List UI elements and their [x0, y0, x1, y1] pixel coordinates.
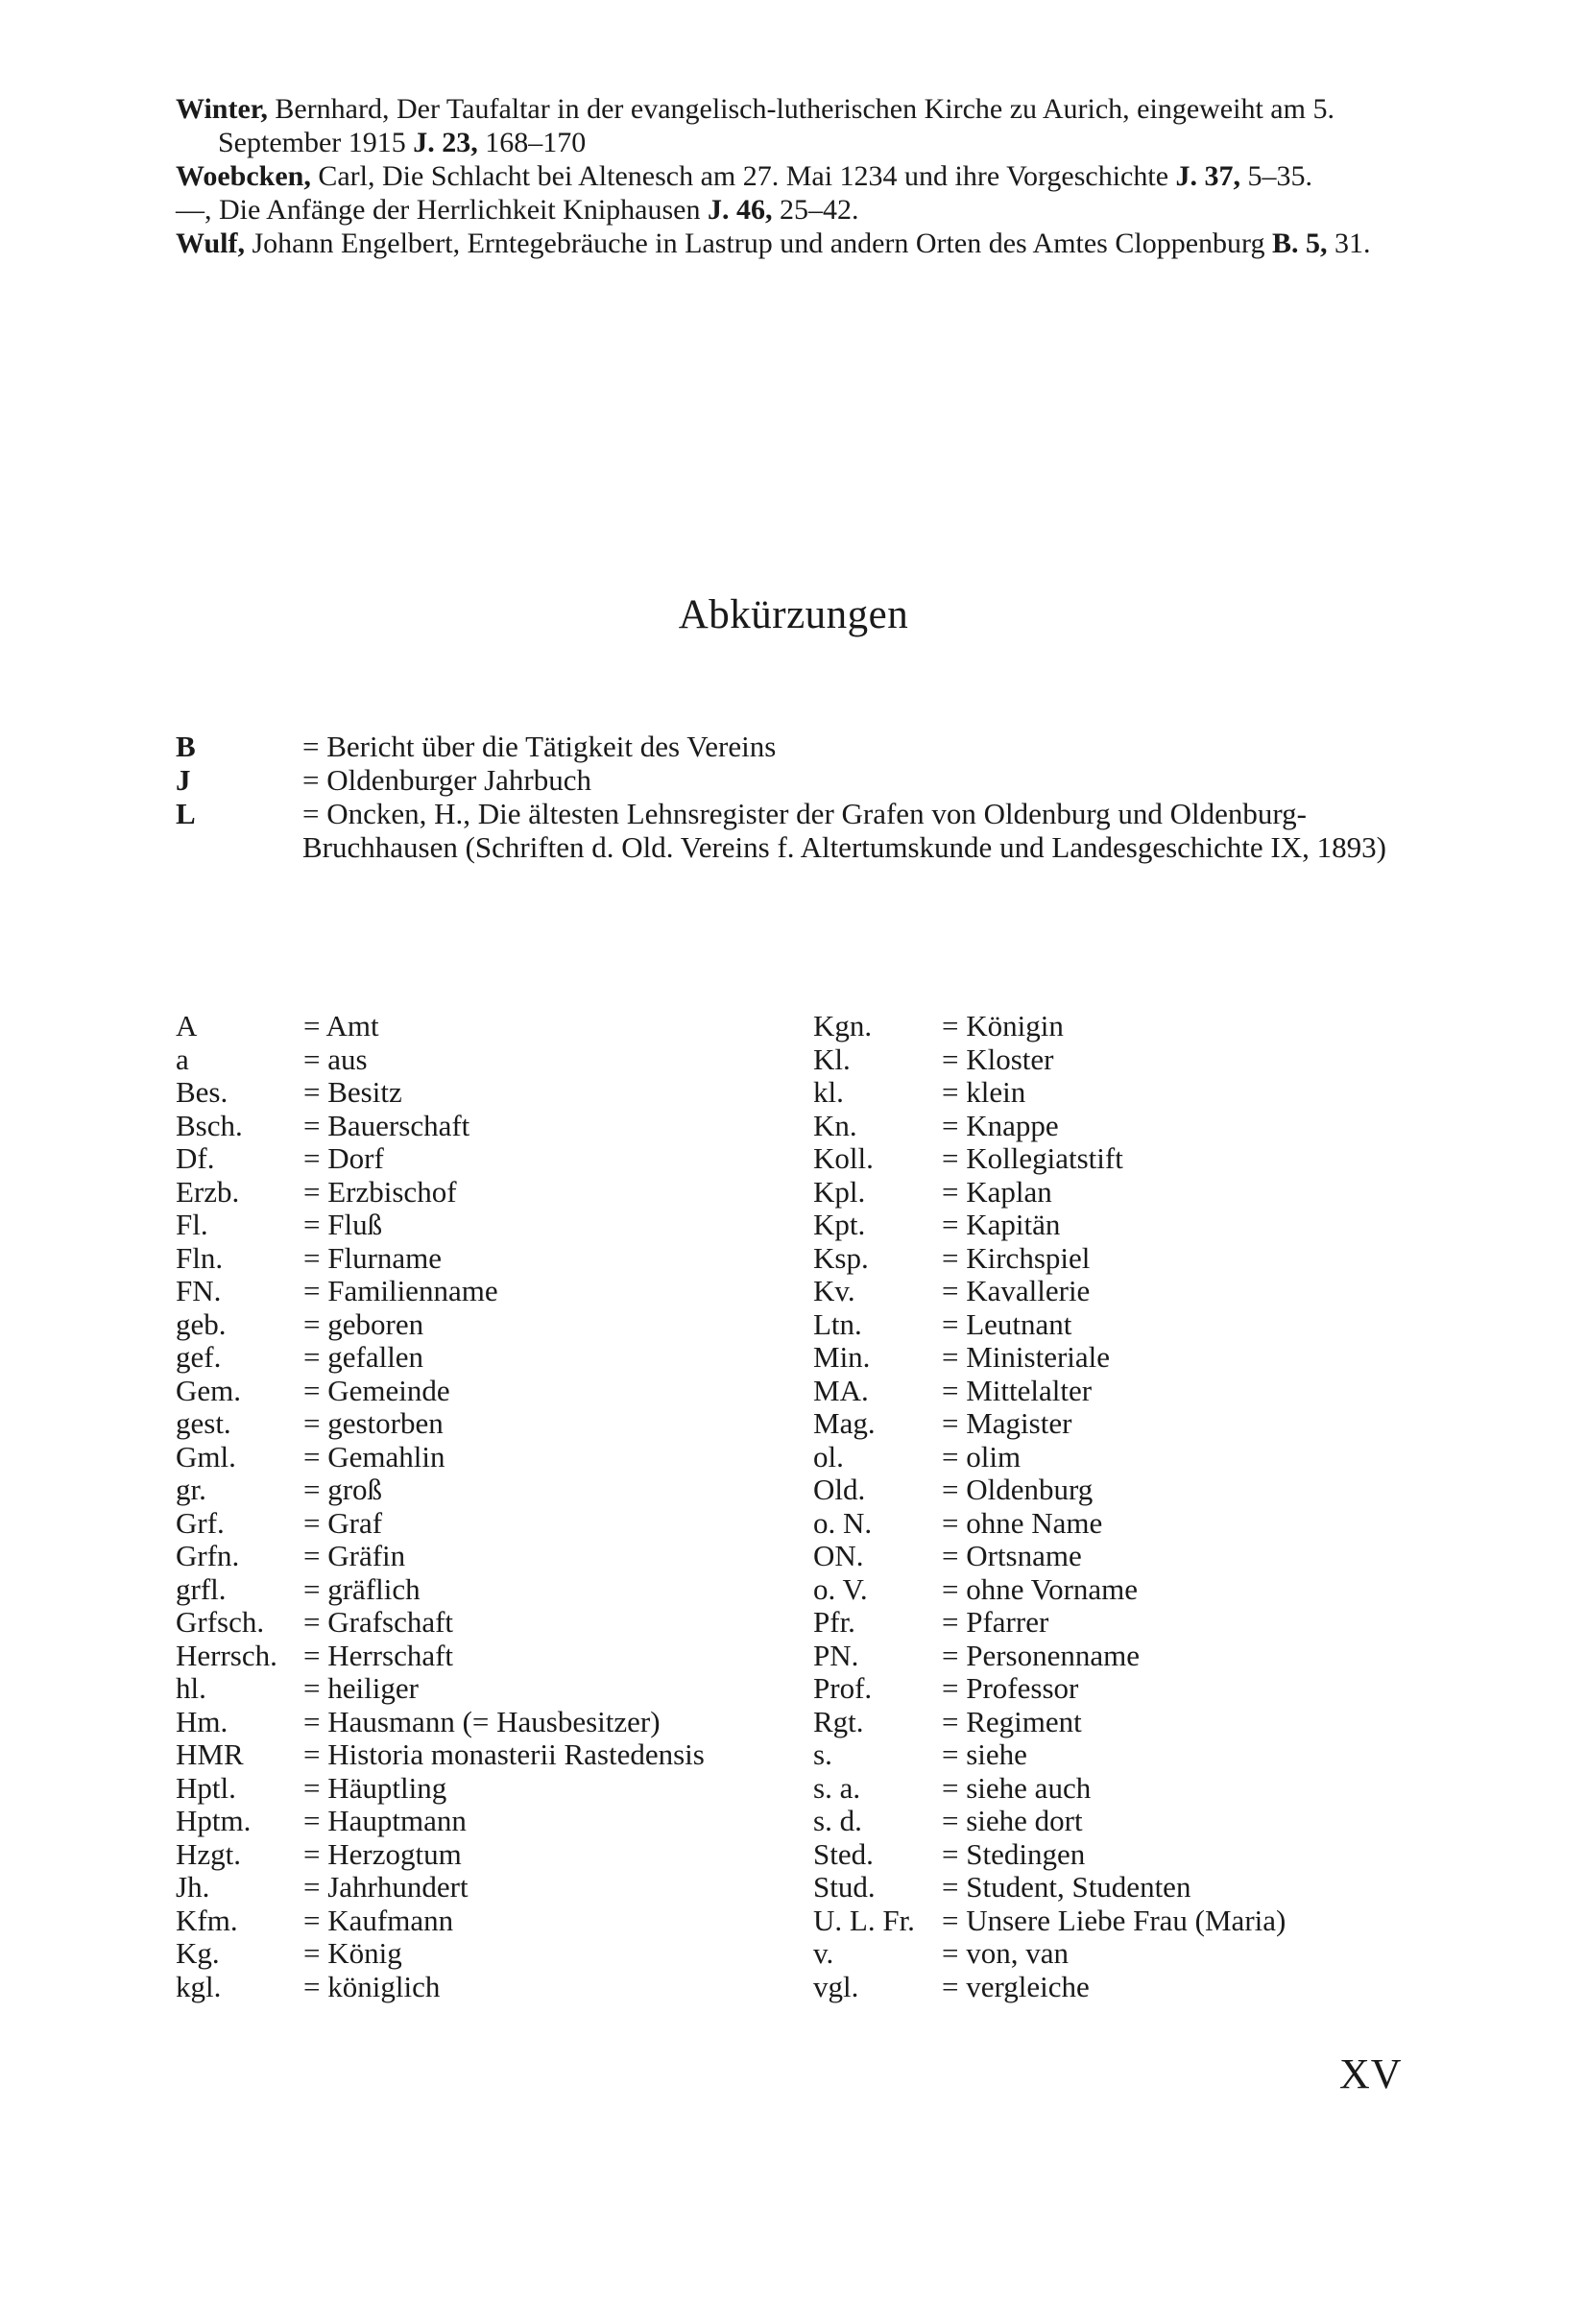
abbreviation: Kn. — [813, 1108, 857, 1142]
abbreviation: Pfr. — [813, 1605, 855, 1639]
abbreviation: MA. — [813, 1373, 869, 1407]
abbreviation: Bes. — [176, 1075, 228, 1109]
abbreviation-row — [176, 1772, 705, 1806]
abbreviation-row — [813, 1540, 1286, 1573]
abbreviation-meaning: = Personenname — [942, 1638, 1141, 1672]
abbreviation-row — [813, 1738, 1286, 1772]
abbreviation-row — [813, 1142, 1286, 1176]
abbreviation: kgl. — [176, 1969, 222, 2003]
abbreviation-row — [176, 1341, 705, 1375]
abbreviation-row — [176, 1473, 705, 1507]
abbreviation-row — [813, 1971, 1286, 2004]
abbreviation: FN. — [176, 1274, 222, 1307]
abbreviation-meaning: = Kapitän — [942, 1208, 1061, 1241]
abbreviation: o. N. — [813, 1505, 873, 1540]
abbreviation-row — [176, 1706, 705, 1739]
bib-pages: 5–35. — [1240, 160, 1313, 192]
bibliography-entry — [176, 193, 1405, 227]
source-description: = Oncken, H., Die ältesten Lehnsregister der Grafen von Oldenburg und Oldenburg-Bruchhausen (Schriften d. Old. Vereins f. Altertumskunde und Landesgeschichte IX, 1893) — [302, 797, 1386, 864]
abbreviation: grfl. — [176, 1571, 227, 1606]
abbreviation: Ksp. — [813, 1240, 869, 1275]
abbreviation-row — [813, 1772, 1286, 1806]
bib-author: Woebcken, — [176, 160, 311, 192]
abbreviation-row — [813, 1407, 1286, 1441]
abbreviation-meaning: = Unsere Liebe Frau (Maria) — [942, 1903, 1286, 1937]
bib-pages: 168–170 — [477, 127, 587, 158]
abbreviation-meaning: = siehe — [942, 1737, 1027, 1771]
abbreviation: Sted. — [813, 1836, 874, 1871]
abbreviation-row — [813, 1209, 1286, 1242]
abbreviation-meaning: = Amt — [303, 1009, 379, 1042]
source-row — [176, 730, 1424, 763]
bib-title: Carl, Die Schlacht bei Altenesch am 27. Mai 1234 und ihre Vorgeschichte — [310, 160, 1176, 192]
abbreviation-meaning: = Gemeinde — [303, 1373, 450, 1407]
abbreviation: Kl. — [813, 1042, 851, 1076]
abbreviation-row — [176, 1905, 705, 1938]
abbreviation-row — [813, 1706, 1286, 1739]
abbreviation: Hzgt. — [176, 1836, 242, 1871]
abbreviation-row — [813, 1805, 1286, 1838]
abbreviation-meaning: = aus — [303, 1042, 368, 1076]
abbreviation-meaning: = geboren — [303, 1306, 424, 1341]
abbreviation: Hptm. — [176, 1804, 252, 1837]
abbreviation-meaning: = Königin — [942, 1009, 1064, 1042]
abbreviation-row — [813, 1507, 1286, 1541]
abbreviation: Fln. — [176, 1240, 224, 1275]
abbreviation-row — [813, 1441, 1286, 1474]
abbreviation-meaning: = Familienname — [303, 1274, 498, 1307]
abbreviation-row — [176, 1176, 705, 1210]
abbreviation: Df. — [176, 1141, 215, 1175]
abbreviation: s. — [813, 1737, 832, 1771]
section-heading: Abkürzungen — [678, 591, 909, 637]
abbreviation-row — [176, 1937, 705, 1971]
abbreviation-row — [176, 1275, 705, 1308]
abbreviation: geb. — [176, 1306, 227, 1341]
abbreviation: ON. — [813, 1539, 864, 1572]
bib-reference: J. 37, — [1175, 160, 1241, 192]
abbreviation-meaning: = Gemahlin — [303, 1439, 445, 1473]
abbreviation-row — [813, 1672, 1286, 1706]
abbreviation-meaning: = Bauerschaft — [303, 1108, 470, 1142]
abbreviation-meaning: = vergleiche — [942, 1969, 1090, 2003]
abbreviation-row — [813, 1375, 1286, 1408]
abbreviation: Kg. — [176, 1936, 220, 1970]
abbreviation: Min. — [813, 1340, 871, 1374]
abbreviation-meaning: = Kaufmann — [303, 1903, 454, 1937]
abbreviation-meaning: = Hauptmann — [303, 1804, 467, 1837]
abbreviation: A — [176, 1009, 198, 1042]
bib-author: Winter, — [176, 93, 268, 125]
abbreviation-meaning: = Fluß — [303, 1208, 383, 1241]
abbreviation-meaning: = Kloster — [942, 1042, 1054, 1076]
bibliography-entry — [176, 227, 1405, 260]
abbreviation: o. V. — [813, 1571, 868, 1606]
abbreviation-meaning: = gräflich — [303, 1571, 421, 1606]
abbreviation-row — [176, 1242, 705, 1276]
abbreviation-meaning: = Jahrhundert — [303, 1870, 469, 1904]
abbreviation-row — [176, 1441, 705, 1474]
bib-title: Bernhard, Der Taufaltar in der evangelisch-lutherischen Kirche zu Aurich, eingeweiht am 5. September 1915 — [218, 93, 1335, 158]
abbreviation-meaning: = Graf — [303, 1505, 383, 1540]
abbreviation: U. L. Fr. — [813, 1903, 915, 1937]
abbreviation: Hm. — [176, 1704, 228, 1738]
abbreviation-row — [176, 1110, 705, 1143]
abbreviation-row — [813, 1341, 1286, 1375]
abbreviation-row — [176, 1308, 705, 1342]
bib-pages: 31. — [1327, 228, 1371, 259]
bib-title: Johann Engelbert, Erntegebräuche in Lastrup und andern Orten des Amtes Cloppenburg — [244, 228, 1272, 259]
abbreviation: vgl. — [813, 1969, 859, 2003]
abbreviation: kl. — [813, 1075, 844, 1109]
abbreviation-meaning: = Herzogtum — [303, 1836, 462, 1871]
bibliography-entry — [176, 92, 1405, 159]
page-number: XV — [1339, 2050, 1403, 2097]
abbreviation: s. d. — [813, 1804, 862, 1837]
abbreviation-row — [813, 1473, 1286, 1507]
abbreviation: Bsch. — [176, 1108, 243, 1142]
abbreviation-meaning: = klein — [942, 1075, 1026, 1109]
abbreviation: Rgt. — [813, 1704, 864, 1738]
abbreviation: gr. — [176, 1473, 206, 1506]
source-key: B — [176, 730, 196, 763]
abbreviation-meaning: = olim — [942, 1439, 1022, 1473]
abbreviation-meaning: = Herrschaft — [303, 1638, 454, 1672]
abbreviation-meaning: = ohne Name — [942, 1505, 1103, 1540]
abbreviation-meaning: = Besitz — [303, 1075, 402, 1109]
abbreviation-row — [813, 1176, 1286, 1210]
abbreviation-row — [813, 1905, 1286, 1938]
abbreviation-row — [176, 1640, 705, 1673]
abbreviation: Grf. — [176, 1505, 225, 1540]
abbreviation-row — [176, 1606, 705, 1640]
abbreviation: a — [176, 1042, 189, 1076]
abbreviation: Ltn. — [813, 1306, 862, 1341]
abbreviation: Gml. — [176, 1439, 236, 1473]
abbreviation: s. a. — [813, 1770, 861, 1805]
abbreviation-meaning: = König — [303, 1936, 402, 1970]
abbreviation-meaning: = siehe auch — [942, 1770, 1092, 1805]
source-description: = Bericht über die Tätigkeit des Vereins — [302, 730, 777, 763]
abbreviation: Stud. — [813, 1870, 876, 1904]
abbreviation-row — [813, 1242, 1286, 1276]
bib-reference: B. 5, — [1271, 228, 1328, 259]
abbreviation-row — [813, 1308, 1286, 1342]
abbreviation: Kpt. — [813, 1208, 866, 1241]
source-key: L — [176, 797, 196, 830]
abbreviation-row — [176, 1871, 705, 1905]
abbreviation-meaning: = Hausmann (= Hausbesitzer) — [303, 1704, 661, 1738]
abbreviation-meaning: = ohne Vorname — [942, 1571, 1139, 1606]
abbreviation: Fl. — [176, 1208, 208, 1241]
bib-title: —, Die Anfänge der Herrlichkeit Kniphausen — [176, 194, 708, 226]
abbreviation-row — [813, 1573, 1286, 1607]
abbreviation-row — [176, 1971, 705, 2004]
abbreviation-meaning: = von, van — [942, 1936, 1069, 1970]
abbreviation: v. — [813, 1936, 834, 1970]
abbreviation-meaning: = Flurname — [303, 1240, 443, 1275]
abbreviation-row — [176, 1838, 705, 1872]
abbreviation-row — [813, 1640, 1286, 1673]
abbreviation-meaning: = Erzbischof — [303, 1174, 457, 1209]
abbreviation-row — [813, 1838, 1286, 1872]
abbreviation-meaning: = heiliger — [303, 1671, 419, 1705]
abbreviation-row — [813, 1606, 1286, 1640]
bib-reference: J. 46, — [708, 194, 773, 226]
abbreviation-row — [176, 1076, 705, 1110]
abbreviation: Herrsch. — [176, 1638, 277, 1672]
abbreviation-meaning: = Professor — [942, 1671, 1079, 1705]
abbreviation-meaning: = königlich — [303, 1969, 441, 2003]
abbreviation: Gem. — [176, 1373, 242, 1407]
abbreviation: Kpl. — [813, 1174, 866, 1209]
abbreviation-list-left — [176, 1010, 705, 2003]
abbreviation-row — [813, 1043, 1286, 1077]
abbreviation-list-right — [813, 1010, 1286, 2003]
source-key: J — [176, 763, 191, 797]
abbreviation-row — [176, 1805, 705, 1838]
abbreviation: Prof. — [813, 1671, 873, 1705]
abbreviation: Erzb. — [176, 1174, 240, 1209]
abbreviation-meaning: = Ortsname — [942, 1539, 1082, 1572]
source-row — [176, 763, 1424, 797]
abbreviation-meaning: = Kaplan — [942, 1174, 1052, 1209]
abbreviation-row — [813, 1010, 1286, 1043]
abbreviation-row — [813, 1076, 1286, 1110]
abbreviation-meaning: = gefallen — [303, 1340, 424, 1374]
source-abbreviations — [176, 730, 1424, 864]
abbreviation: Jh. — [176, 1870, 210, 1904]
bibliography-entry — [176, 159, 1405, 193]
abbreviation-meaning: = gestorben — [303, 1406, 444, 1440]
abbreviation-meaning: = Dorf — [303, 1141, 384, 1175]
abbreviation-meaning: = Stedingen — [942, 1836, 1086, 1871]
abbreviation-row — [176, 1738, 705, 1772]
abbreviation-row — [176, 1407, 705, 1441]
abbreviation-meaning: = Mittelalter — [942, 1373, 1093, 1407]
abbreviation-row — [176, 1043, 705, 1077]
abbreviation: Hptl. — [176, 1770, 236, 1805]
abbreviation-meaning: = Magister — [942, 1406, 1072, 1440]
abbreviation-meaning: = Grafschaft — [303, 1605, 454, 1639]
abbreviation-row — [176, 1142, 705, 1176]
abbreviation: Kv. — [813, 1274, 855, 1307]
abbreviation-row — [813, 1871, 1286, 1905]
abbreviation: Kfm. — [176, 1903, 238, 1937]
abbreviation-row — [813, 1937, 1286, 1971]
abbreviation-meaning: = Ministeriale — [942, 1340, 1111, 1374]
abbreviation-meaning: = Gräfin — [303, 1539, 406, 1572]
abbreviation: Mag. — [813, 1406, 876, 1440]
abbreviation: Old. — [813, 1473, 866, 1506]
bib-pages: 25–42. — [772, 194, 859, 226]
source-description: = Oldenburger Jahrbuch — [302, 763, 591, 797]
abbreviation-meaning: = siehe dort — [942, 1804, 1083, 1837]
abbreviation-meaning: = Student, Studenten — [942, 1870, 1191, 1904]
abbreviation: Grfsch. — [176, 1605, 265, 1639]
source-row — [176, 797, 1424, 864]
abbreviation: hl. — [176, 1671, 206, 1705]
abbreviation-row — [176, 1573, 705, 1607]
abbreviation: ol. — [813, 1439, 844, 1473]
abbreviation-row — [813, 1110, 1286, 1143]
abbreviation: Kgn. — [813, 1009, 873, 1042]
bibliography — [176, 92, 1405, 260]
abbreviation-meaning: = Pfarrer — [942, 1605, 1049, 1639]
abbreviation-row — [813, 1275, 1286, 1308]
abbreviation-meaning: = Knappe — [942, 1108, 1059, 1142]
abbreviation-row — [176, 1209, 705, 1242]
abbreviation-meaning: = Oldenburg — [942, 1473, 1094, 1506]
abbreviation-row — [176, 1507, 705, 1541]
abbreviation-meaning: = Regiment — [942, 1704, 1082, 1738]
abbreviation-meaning: = Kirchspiel — [942, 1240, 1091, 1275]
abbreviation-meaning: = Kavallerie — [942, 1274, 1091, 1307]
abbreviation-meaning: = Kollegiatstift — [942, 1141, 1123, 1175]
bib-reference: J. 23, — [413, 127, 478, 158]
abbreviation: Grfn. — [176, 1539, 240, 1572]
abbreviation-row — [176, 1540, 705, 1573]
abbreviation-meaning: = Leutnant — [942, 1306, 1072, 1341]
abbreviation-row — [176, 1672, 705, 1706]
abbreviation-meaning: = Historia monasterii Rastedensis — [303, 1737, 705, 1771]
abbreviation: Koll. — [813, 1141, 874, 1175]
bib-author: Wulf, — [176, 228, 245, 259]
abbreviation-row — [176, 1010, 705, 1043]
abbreviation: gest. — [176, 1406, 231, 1440]
abbreviation: gef. — [176, 1340, 222, 1374]
abbreviation-meaning: = Häuptling — [303, 1770, 447, 1805]
abbreviation: HMR — [176, 1737, 244, 1771]
abbreviation-row — [176, 1375, 705, 1408]
abbreviation-meaning: = groß — [303, 1473, 383, 1506]
abbreviation: PN. — [813, 1638, 859, 1672]
